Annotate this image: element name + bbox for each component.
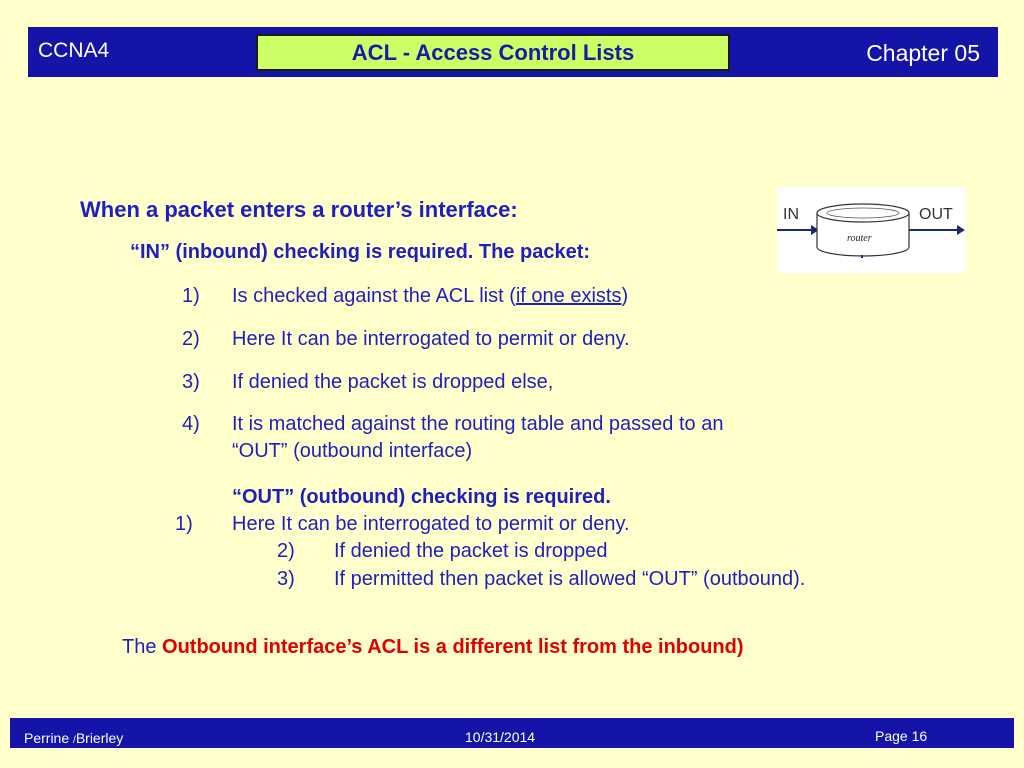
item-number: 1) <box>182 285 200 307</box>
note-line <box>122 636 744 659</box>
if-one-exists-link[interactable]: if one exists <box>515 285 622 307</box>
router-diagram <box>777 187 966 273</box>
item-number: 2) <box>182 328 200 350</box>
marker-dot <box>861 255 863 258</box>
item-text-main: Is checked against the ACL list ( <box>232 285 516 307</box>
item-number: 4) <box>182 413 200 435</box>
author-second: Brierley <box>75 730 124 746</box>
item-text: If permitted then packet is allowed “OUT” (outbound). <box>334 568 806 590</box>
item-number: 3) <box>277 568 295 590</box>
item-text: Here It can be interrogated to permit or deny. <box>232 328 630 350</box>
router-cylinder <box>817 204 909 256</box>
in-label: IN <box>783 206 799 223</box>
slide-title: ACL - Access Control Lists <box>256 34 730 71</box>
out-label: OUT <box>919 206 953 223</box>
item-text <box>232 285 628 308</box>
router-diagram-svg <box>777 187 966 273</box>
footer-page: Page 16 <box>875 728 928 744</box>
course-label: CCNA4 <box>38 39 110 62</box>
inbound-item-4-continued: “OUT” (outbound interface) <box>232 440 473 462</box>
footer-date: 10/31/2014 <box>465 729 536 745</box>
item-text-close: ) <box>621 285 629 307</box>
item-text: It is matched against the routing table and passed to an <box>232 413 724 435</box>
item-number: 1) <box>175 513 193 535</box>
item-number: 3) <box>182 371 200 393</box>
router-label: router <box>847 233 872 244</box>
author-slash: / <box>73 735 76 746</box>
inbound-heading: “IN” (inbound) checking is required. The packet: <box>130 241 591 263</box>
item-text: If denied the packet is dropped <box>334 540 608 562</box>
out-arrow-head <box>957 225 965 235</box>
chapter-label: Chapter 05 <box>866 40 980 66</box>
main-heading: When a packet enters a router’s interface: <box>80 197 518 222</box>
note-prefix: The <box>122 636 163 658</box>
footer-author <box>24 730 123 746</box>
outbound-heading: “OUT” (outbound) checking is required. <box>232 486 611 508</box>
item-number: 2) <box>277 540 295 562</box>
author-first: Perrine <box>24 730 74 746</box>
item-text: Here It can be interrogated to permit or deny. <box>232 513 630 535</box>
item-text: If denied the packet is dropped else, <box>232 371 554 393</box>
footer-bar <box>10 718 1014 748</box>
note-emphasis: Outbound interface’s ACL is a different list from the inbound) <box>162 636 744 658</box>
